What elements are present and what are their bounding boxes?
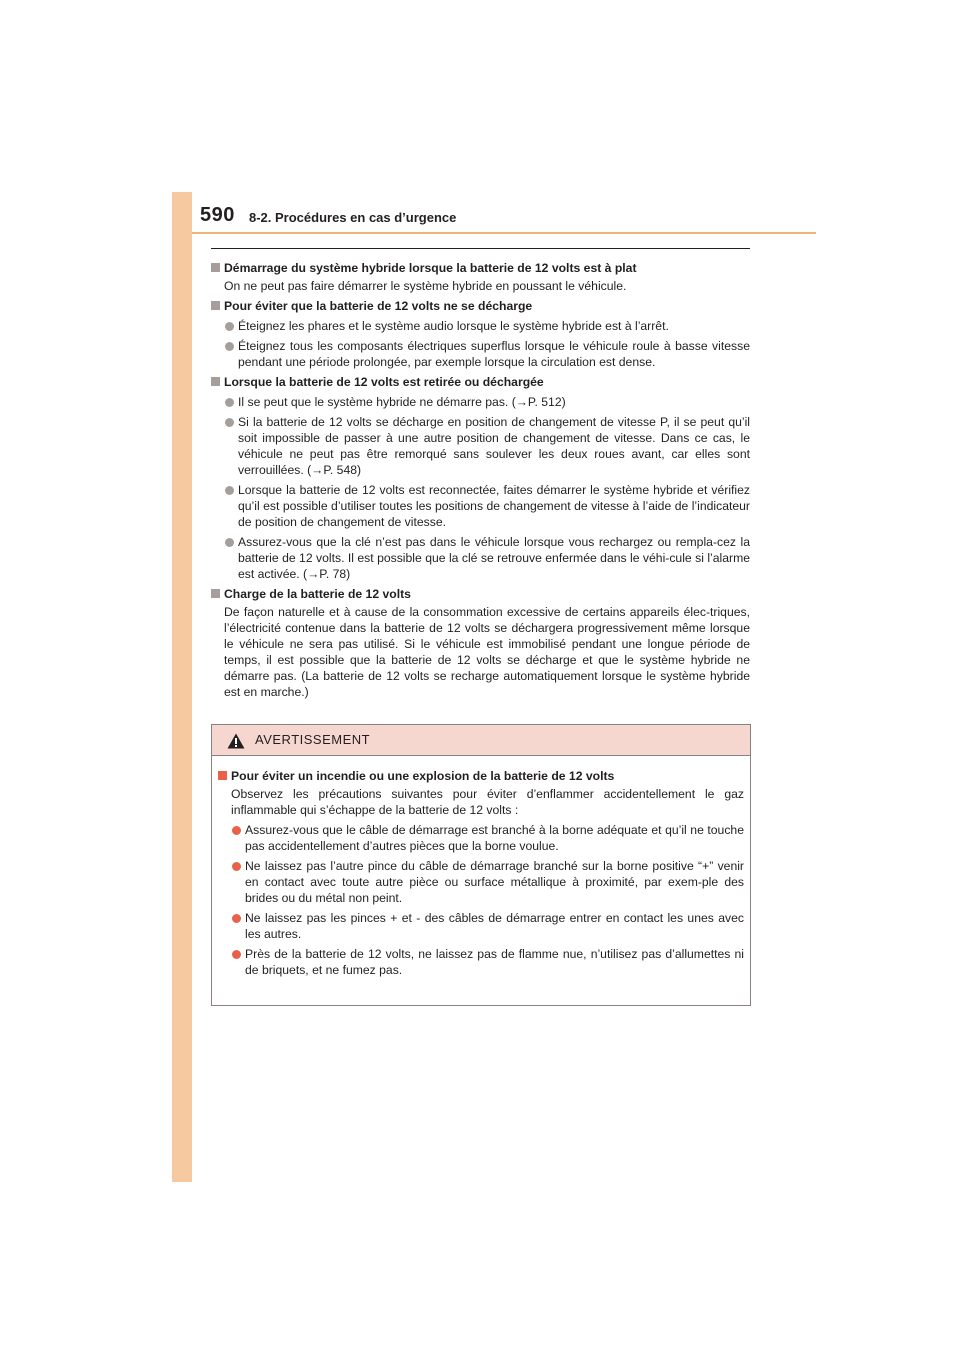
warning-header — [212, 725, 750, 756]
round-bullet-icon — [225, 538, 234, 547]
round-bullet-icon — [232, 862, 241, 871]
warning-heading: Pour éviter un incendie ou une explosion de la batterie de 12 volts — [218, 768, 744, 784]
content-top-rule — [211, 248, 750, 249]
warning-list-item: Ne laissez pas l’autre pince du câble de démarrage branché sur la borne positive “+” venir en contact avec toute autre pièce ou surface métallique à proximité, par exem-ple des brides ou du métal non peint. — [218, 858, 744, 906]
header-divider — [192, 232, 816, 234]
square-bullet-icon — [218, 771, 227, 780]
warning-intro: Observez les précautions suivantes pour éviter d’enflammer accidentellement le gaz inflammable qui s’échappe de la batterie de 12 volts : — [231, 787, 744, 817]
section-paragraph: On ne peut pas faire démarrer le système hybride en poussant le véhicule. — [224, 279, 627, 293]
round-bullet-icon — [232, 826, 241, 835]
warning-list-item: Ne laissez pas les pinces + et - des câbles de démarrage entrer en contact les unes avec les autres. — [218, 910, 744, 942]
section-heading: Démarrage du système hybride lorsque la batterie de 12 volts est à plat — [211, 260, 750, 276]
section-title: 8-2. Procédures en cas d’urgence — [249, 210, 457, 225]
section-heading: Lorsque la batterie de 12 volts est retirée ou déchargée — [211, 374, 750, 390]
page-number: 590 — [200, 204, 235, 226]
square-bullet-icon — [211, 263, 220, 272]
list-item: Éteignez tous les composants électriques superflus lorsque le véhicule roule à basse vitesse pendant une période prolongée, par exemple lorsque la circulation est dense. — [211, 338, 750, 370]
warning-body — [212, 756, 750, 978]
round-bullet-icon — [232, 914, 241, 923]
square-bullet-icon — [211, 377, 220, 386]
square-bullet-icon — [211, 301, 220, 310]
section-heading: Pour éviter que la batterie de 12 volts ne se décharge — [211, 298, 750, 314]
warning-box — [211, 724, 751, 1006]
section-heading: Charge de la batterie de 12 volts — [211, 586, 750, 602]
warning-list-item: Près de la batterie de 12 volts, ne laissez pas de flamme nue, n’utilisez pas d’allumettes ni de briquets, et ne fumez pas. — [218, 946, 744, 978]
warning-title: AVERTISSEMENT — [255, 732, 371, 747]
round-bullet-icon — [225, 418, 234, 427]
page-sidebar — [172, 192, 192, 1182]
round-bullet-icon — [225, 486, 234, 495]
list-item: Si la batterie de 12 volts se décharge en position de changement de vitesse P, il se peut qu’il soit impossible de passer à une autre position de changement de vitesse. Dans ce cas, le véhicule ne peut pas être remorqué sans soulever les deux roues avant, car elles sont verrouillées. (→P. 548) — [211, 414, 750, 478]
square-bullet-icon — [211, 589, 220, 598]
list-item: Assurez-vous que la clé n’est pas dans le véhicule lorsque vous rechargez ou rempla-cez la batterie de 12 volts. Il est possible que la clé se retrouve enfermée dans le véhi-cule si l’alarme est activée. (→P. 78) — [211, 534, 750, 582]
list-item: Il se peut que le système hybride ne démarre pas. (→P. 512) — [211, 394, 750, 410]
main-content — [211, 256, 750, 700]
list-item: Éteignez les phares et le système audio lorsque le système hybride est à l’arrêt. — [211, 318, 750, 334]
list-item: Lorsque la batterie de 12 volts est reconnectée, faites démarrer le système hybride et vérifiez qu’il est possible d’utiliser toutes les positions de changement de vitesse à l’aide de l’indicateur de position de changement de vitesse. — [211, 482, 750, 530]
round-bullet-icon — [225, 398, 234, 407]
round-bullet-icon — [225, 322, 234, 331]
warning-list-item: Assurez-vous que le câble de démarrage est branché à la borne adéquate et qu’il ne touche pas accidentellement d’autres pièces que la borne voulue. — [218, 822, 744, 854]
warning-triangle-icon — [227, 733, 245, 749]
round-bullet-icon — [225, 342, 234, 351]
round-bullet-icon — [232, 950, 241, 959]
section-paragraph: De façon naturelle et à cause de la consommation excessive de certains appareils élec-triques, l’électricité contenue dans la batterie de 12 volts se déchargera progressivement même lorsque le véhicule ne sera pas utilisé. Si le véhicule est immobilisé pendant une longue période de temps, il est possible que la batterie de 12 volts se décharge et que le système hybride ne démarre pas. (La batterie de 12 volts se recharge automatiquement lorsque le système hybride est en marche.) — [224, 605, 750, 699]
